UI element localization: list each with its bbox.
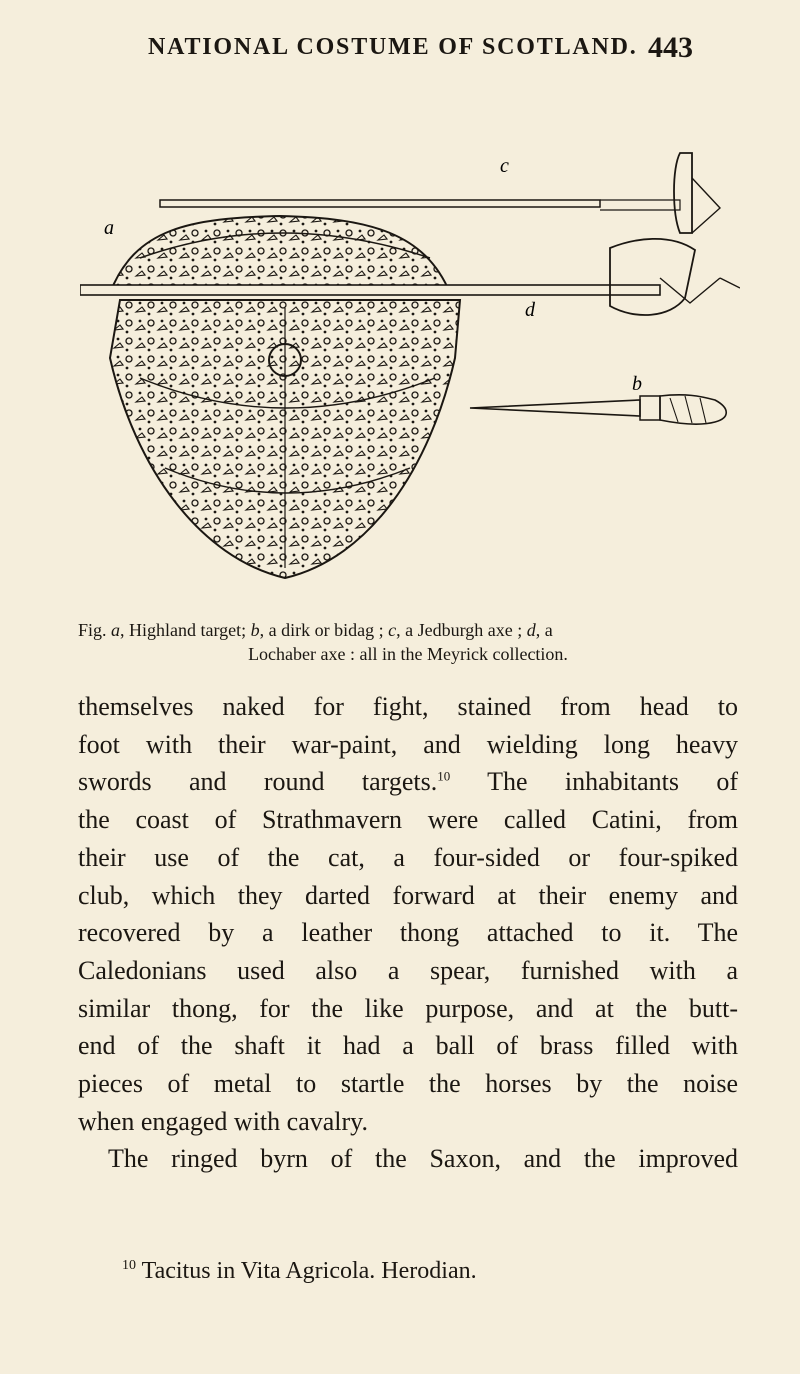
label-c: c bbox=[500, 155, 509, 177]
body-line-part: swords and round targets. bbox=[78, 767, 438, 797]
footnote-number: 10 bbox=[122, 1258, 136, 1273]
footnote-text: Tacitus in Vita Agricola. Herodian. bbox=[141, 1258, 477, 1284]
dirk bbox=[470, 395, 726, 424]
highland-target bbox=[110, 216, 460, 578]
body-line bbox=[78, 763, 738, 801]
body-line: recovered by a leather thong attached to it. The bbox=[78, 918, 738, 948]
caption-fig: Fig. bbox=[78, 620, 107, 640]
caption-a-text: , Highland target; bbox=[120, 620, 247, 640]
caption-d-text: , a bbox=[535, 620, 553, 640]
body-line: end of the shaft it had a ball of brass filled with bbox=[78, 1031, 738, 1061]
label-b: b bbox=[632, 373, 642, 395]
weapons-illustration bbox=[80, 138, 740, 618]
body-line: club, which they darted forward at their enemy and bbox=[78, 880, 738, 910]
body-line: The ringed byrn of the Saxon, and the improved bbox=[108, 1144, 738, 1174]
running-head bbox=[0, 31, 800, 68]
caption-line-2: Lochaber axe : all in the Meyrick collection. bbox=[248, 644, 568, 664]
body-line: when engaged with cavalry. bbox=[78, 1106, 368, 1136]
caption-line-1 bbox=[78, 618, 738, 642]
label-a: a bbox=[104, 217, 114, 239]
running-title: NATIONAL COSTUME OF SCOTLAND. bbox=[148, 34, 638, 60]
caption-c: c bbox=[388, 620, 397, 640]
footnote bbox=[122, 1256, 742, 1286]
body-line: the coast of Strathmavern were called Catini, from bbox=[78, 805, 738, 835]
body-line: their use of the cat, a four-sided or four-spiked bbox=[78, 842, 738, 872]
footnote-reference[interactable]: 10 bbox=[437, 768, 451, 784]
caption-c-text: , a Jedburgh axe ; bbox=[396, 620, 523, 640]
caption-a: a bbox=[111, 620, 121, 640]
caption-b: b bbox=[250, 620, 260, 640]
label-d: d bbox=[525, 299, 535, 321]
body-line-part: The inhabitants of bbox=[487, 767, 739, 797]
body-line: foot with their war-paint, and wielding long heavy bbox=[78, 729, 738, 759]
body-paragraph bbox=[78, 688, 738, 1178]
caption-b-text: , a dirk or bidag ; bbox=[259, 620, 384, 640]
body-line: similar thong, for the like purpose, and at the butt- bbox=[78, 993, 738, 1023]
body-line: Caledonians used also a spear, furnished with a bbox=[78, 955, 738, 985]
caption-d: d bbox=[526, 620, 536, 640]
page-number: 443 bbox=[648, 31, 693, 64]
body-line: themselves naked for fight, stained from head to bbox=[78, 692, 738, 721]
figure-caption bbox=[78, 618, 738, 666]
body-line: pieces of metal to startle the horses by the noise bbox=[78, 1069, 738, 1099]
